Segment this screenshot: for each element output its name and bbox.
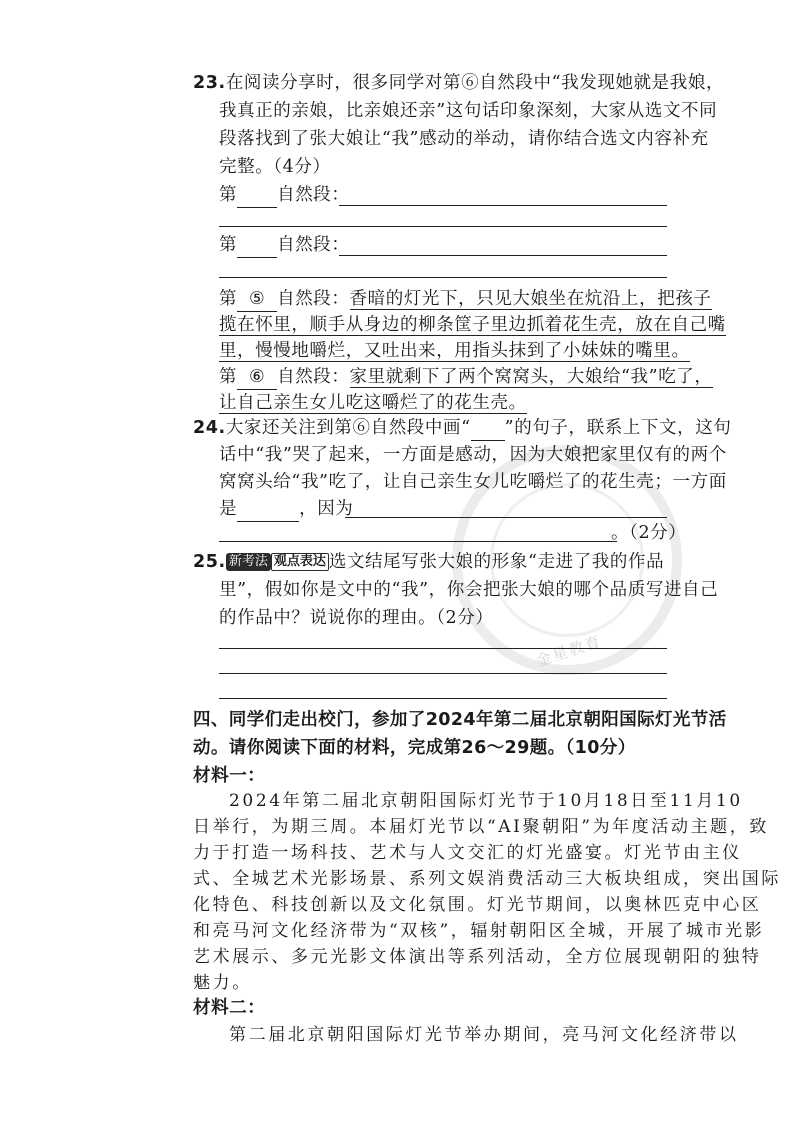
q24-line-2: 话中“我”哭了起来，一方面是感动，因为大娘把家里仅有的两个 [219,445,727,465]
q24-blank-aspect[interactable] [237,497,299,522]
q24-text-1a: 大家还关注到第⑥自然段中画“ [225,418,471,438]
material1-line-8: 魅力。 [193,973,252,993]
q25-number: 25. [193,552,226,572]
q24-text-4b: ，因为 [299,499,354,519]
material1-line-4: 式、全城艺术光影场景、系列文娱消费活动三大板块组成，突出国际 [193,869,781,889]
q24-score: 。（2分） [611,523,687,543]
q23-para-label-2: 自然段： [277,235,350,255]
q23-para-label-1: 自然段： [277,185,350,205]
q23-row3-line-3 [219,339,690,363]
q23-number: 23. [193,73,226,93]
q23-row3-text-3: 里，慢慢地嚼烂，又吐出来，用指头抹到了小妹妹的嘴里。 [219,341,690,361]
q23-answer-row-4 [219,365,713,390]
q23-line-2: 我真正的亲娘，比亲娘还亲”这句话印象深刻，大家从选文不同 [219,101,718,121]
q23-answer-row-3 [219,287,712,312]
material2-title: 材料二： [193,998,266,1018]
q23-answer-row-2 [219,233,350,258]
q23-line-1 [193,71,724,95]
q23-row4-text-2: 让自己亲生女儿吃这嚼烂了的花生壳。 [219,393,527,413]
q23-line-3: 段落找到了张大娘让“我”感动的举动，请你结合选文内容补充 [219,129,709,149]
viewpoint-badge: 观点表达 [271,553,329,571]
material1-title: 材料一： [193,766,266,786]
material1-line-3: 力于打造一场科技、艺术与人文交汇的灯光盛宴。灯光节由主仪 [193,843,742,863]
q23-para-number-6: ⑥ [237,365,277,390]
q23-di-label: 第 [219,367,238,387]
material1-line-2: 日举行，为期三周。本届灯光节以“AI聚朝阳”为年度活动主题，致 [193,817,769,837]
q25-answer-line-3[interactable] [219,698,667,699]
q25-line-3: 的作品中？说说你的理由。（2分） [219,608,494,628]
q23-row4-line-2 [219,391,527,415]
q24-underline-marker [471,416,505,441]
q23-para-number-5: ⑤ [237,287,277,312]
material1-line-6: 和亮马河文化经济带为“双核”，辐射朝阳区全城，开展了城市光影 [193,921,765,941]
q25-line-2: 里”，假如你是文中的“我”，你会把张大娘的哪个品质写进自己 [219,580,719,600]
new-method-badge: 新考法 [226,553,271,571]
q23-line-4: 完整。（4分） [219,157,331,177]
material1-line-5: 化特色、科技创新以及文化氛围。灯光节期间，以奥林匹克中心区 [193,895,762,915]
q24-line-3: 窝窝头给“我”吃了，让自己亲生女儿吃嚼烂了的花生壳；一方面 [219,472,727,492]
q23-answer-line-2b[interactable] [219,277,667,278]
q24-line-4 [219,497,353,522]
q24-text-4a: 是 [219,499,238,519]
q23-para-label-4: 自然段： [277,367,350,387]
q24-answer-line-1[interactable] [345,517,667,518]
q24-number: 24. [193,418,226,438]
q25-text-1: 选文结尾写张大娘的形象“走进了我的作品 [328,552,665,572]
q23-row3-text-2: 揽在怀里，顺手从身边的柳条筐子里边抓着花生壳，放在自己嘴 [219,315,726,335]
q23-text-1: 在阅读分享时，很多同学对第⑥自然段中“我发现她就是我娘， [225,73,725,93]
q23-para-label-3: 自然段： [277,289,350,309]
q24-line-1 [193,416,731,441]
q25-answer-line-2[interactable] [219,673,667,674]
q23-answer-line-1b[interactable] [219,226,667,227]
material2-line-1: 第二届北京朝阳国际灯光节举办期间，亮马河文化经济带以 [229,1025,739,1045]
q23-di-label: 第 [219,185,238,205]
q25-answer-line-1[interactable] [219,648,667,649]
section4-heading-2: 动。请你阅读下面的材料，完成第26～29题。（10分） [193,738,636,758]
q23-row3-text-1: 香暗的灯光下，只见大娘坐在炕沿上，把孩子 [349,289,712,309]
q23-blank-para-2[interactable] [237,233,277,258]
q23-answer-line-2a[interactable] [339,255,667,256]
q23-di-label: 第 [219,289,238,309]
q24-text-1b: ”的句子，联系上下文，这句 [504,418,732,438]
q25-line-1 [193,550,664,574]
q23-di-label: 第 [219,235,238,255]
q23-answer-row-1 [219,183,350,208]
q23-row3-line-2 [219,313,726,337]
q23-blank-para-1[interactable] [237,183,277,208]
q23-answer-line-1a[interactable] [339,205,667,206]
material1-line-1: 2024年第二届北京朝阳国际灯光节于10月18日至11月10 [229,791,743,811]
section4-heading-1: 四、同学们走出校门，参加了2024年第二届北京朝阳国际灯光节活 [193,710,727,730]
watermark-stamp-text: 金星教育 [534,631,605,671]
q23-row4-text-1: 家里就剩下了两个窝窝头，大娘给“我”吃了， [349,367,713,387]
material1-line-7: 艺术展示、多元光影文体演出等系列活动，全方位展现朝阳的独特 [193,947,762,967]
q24-answer-line-2[interactable] [219,541,617,542]
